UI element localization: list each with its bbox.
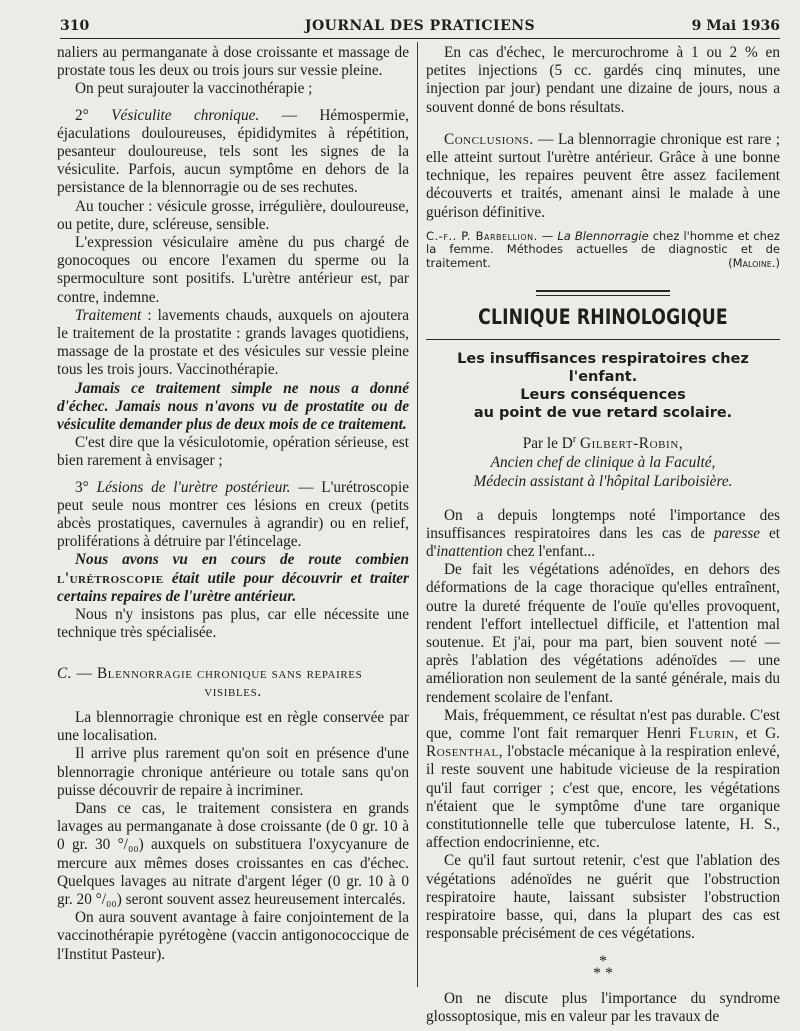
running-header [60,14,780,38]
paragraph: Ce qu'il faut surtout retenir, c'est que l'ablation des végétations adénoïdes ne guérit que l'obstruction respiratoire haute, laissant subsister l'obstruction respiratoire basse, qui, dans la plupart des cas est responsable précisément de ces végétations. [426,852,780,943]
paragraph: L'expression vésiculaire amène du pus chargé de gonocoques ou encore l'examen du sperme ou la spermoculture sont positifs. L'urètre antérieur est, par contre, indemne. [57,234,409,306]
paragraph-text: — L'urétroscopie peut seule nous montrer ces lésions en creux (petits abcès prostatiques, cavernules à agrandir) ou en relief, proliférations à détruire par l'étincelage. [57,478,409,551]
paragraph: Mais, fréquemment, ce résultat n'est pas durable. C'est que, comme l'ont fait remarquer Henri Flurin, et G. Rosenthal, l'obstacle mécanique à la respiration enlevé, il reste souvent une habitude vicieuse de la respiration qu'il faut corriger ; c'est que, encore, les végétations n'étaient que le symptôme d'une tare organique constitutionnelle telle que tuberculose latente, H. S., affection endocrinienne, etc. [426,706,780,852]
paragraph-text: — La blennorragie chronique est rare ; elle atteint surtout l'urètre antérieur. Grâce à une bonne technique, les repaires peuvent être assez facilement découverts et traités, amenant ainsi le malade à une guérison définitive. [426,130,780,221]
section-title: CLINIQUE RHINOLOGIQUE [478,305,728,330]
header-rule [60,38,780,39]
paragraph: C'est dire que la vésiculotomie, opération sérieuse, est bien rarement à envisager ; [57,434,409,470]
subsection-vesiculite [57,107,409,198]
conclusions-label: Conclusions. [444,130,534,148]
treatment-label: Traitement [75,306,142,324]
section-letter: C. [57,664,73,682]
paragraph-text: : lavements chauds, auxquels on ajoutera le traitement de la prostatite : grands lavages quotidiens, massage de la prostate et des vésicules sur vessie pleine tous les trois jours. Vaccinothérapie. [57,306,409,379]
author-name: Gilbert-Robin, [580,434,684,452]
subsection-lesions [57,479,409,552]
column-separator [417,42,418,987]
section-c-heading-cont: visibles. [204,682,262,700]
paragraph: La blennorragie chronique est en règle conservée par une localisation. [57,708,409,745]
asterism: * * * [593,952,613,982]
paragraph: Nous n'y insistons pas plus, car elle nécessite une technique très spécialisée. [57,606,409,642]
section-rule [426,339,780,340]
section-c-heading [57,665,409,683]
paragraph: On ne discute plus l'importance du syndrome glossoptosique, mis en valeur par les travaux de [426,989,780,1025]
reference-text: chez l'homme et chez la femme. Méthodes actuelles de diagnostic et de traitement. [426,228,780,270]
reference-author: C.-f.. P. Barbellion. [426,228,538,243]
subsection-title: Lésions de l'urètre postérieur. [96,478,291,496]
author-role: Médecin assistant à l'hôpital Lariboisière. [473,472,733,490]
paragraph: De fait les végétations adénoïdes, en dehors des déformations de la cage thoracique qu'elles entraînent, outre la dureté fréquente de l'ouïe qu'elles provoquent, rendent l'effort intellectuel difficile, et l'attention mal soutenue. Et j'ai, pour ma part, bien souvent noté — après l'ablation des végétations adénoïdes — une amélioration non seulement de la santé générale, mais du rendement scolaire de l'enfant. [426,561,780,706]
subsection-number: 3° [75,478,89,496]
paragraph: naliers au permanganate à dose croissante et massage de prostate tous les deux ou trois jours sur vessie pleine. [57,44,409,80]
section-title: — Blennorragie chronique sans repaires [72,664,363,682]
article-byline [426,430,780,491]
author-line: Par le $D^r$ Gilbert-Robin, [522,433,684,452]
paragraph: On peut surajouter la vaccinothérapie ; [75,80,313,98]
conclusions-paragraph [426,131,780,222]
bibliographic-reference: C.-f.. P. Barbellion. — La Blennorragie chez l'homme et chez la femme. Méthodes actuelles de diagnostic et de traitement. (Maloine.) [426,228,780,270]
paragraph: Dans ce cas, le traitement consistera en grands lavages au permanganate à dose croissante (de 0 gr. 10 à 0 gr. 30 °/₀₀) auxquels on substituera l'oxycyanure de mercure aux mêmes doses croissantes en cas d'échec. Quelques lavages au nitrate d'argent léger (0 gr. 10 à 0 gr. 20 °/₀₀) seront souvent assez heureusement intercalés. [57,799,409,908]
issue-date: 9 Mai 1936 [691,18,780,34]
paragraph-text: — Hémospermie, éjaculations douloureuses, épididymites à répétition, pesanteur douloureuse, tels sont les signes de la vésiculite. Parfois, aucun symptôme en dehors de la persistance de la blennorragie ou de ses rechutes. [57,106,410,197]
reference-publisher: (Maloine.) [728,255,780,270]
paragraph: On aura souvent avantage à faire conjointement de la vaccinothérapie pyrétogène (vaccin antigonococcique de l'Institut Pasteur). [57,909,409,963]
emphasis-paragraph: Nous avons vu en cours de route combien l'urétroscopie était utile pour découvrir et traiter certains repaires de l'urètre antérieur. [57,551,409,605]
reference-title: La Blennorragie [557,228,649,243]
paragraph: Il arrive plus rarement qu'on soit en présence d'une blennorragie chronique antérieure ou totale sans qu'on puisse découvrir de repaire à incriminer. [57,745,409,799]
journal-title: JOURNAL DES PRATICIENS [304,18,536,34]
urethroscopie-term: l'urétroscopie [57,569,164,587]
page-number: 310 [60,18,90,34]
section-divider [426,288,780,300]
paragraph: Au toucher : vésicule grosse, irrégulière, douloureuse, ou petite, dure, scléreuse, sensible. [57,197,409,233]
article-title: Les insuffisances respiratoires chez l'enfant. Leurs conséquences au point de vue retard scolaire. [457,350,749,421]
paragraph: On a depuis longtemps noté l'importance des insuffisances respiratoires dans les cas de paresse et d'inattention chez l'enfant... [426,506,780,561]
subsection-number: 2° [75,106,89,124]
right-column [426,44,780,1026]
left-column [57,44,409,964]
paragraph-treatment [57,307,409,380]
subsection-title: Vésiculite chronique. [111,106,260,124]
author-ref: Rosenthal [426,743,499,761]
author-role: Ancien chef de clinique à la Faculté, [490,453,716,471]
emphasis-paragraph: Jamais ce traitement simple ne nous a donné d'échec. Jamais nous n'avons vu de prostatite ou de vésiculite demander plus de deux mois de ce traitement. [57,379,409,434]
author-ref: Flurin [689,725,735,743]
paragraph: En cas d'échec, le mercurochrome à 1 ou 2 % en petites injections (5 cc. gardés cinq minutes, une injection par jour) pendant une dizaine de jours, nous a souvent donné de bons résultats. [426,44,780,116]
